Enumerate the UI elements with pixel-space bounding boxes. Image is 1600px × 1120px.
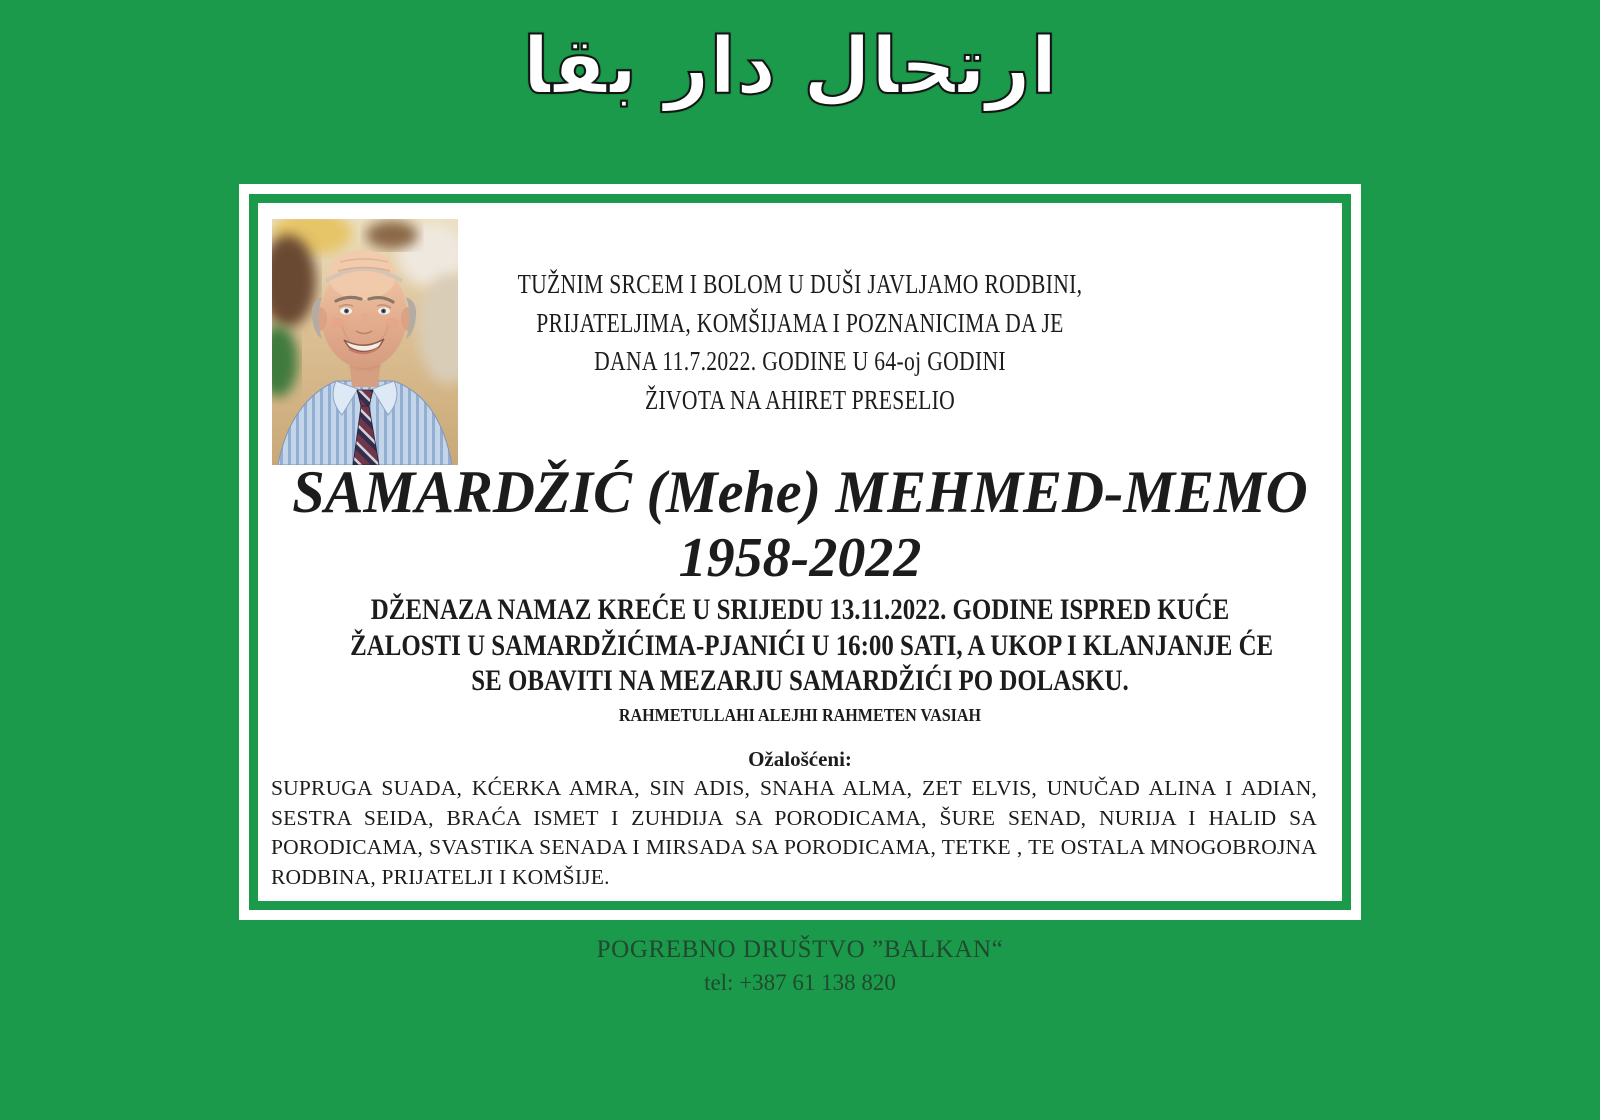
prayer-line: RAHMETULLAHI ALEJHI RAHMETEN VASIAH <box>618 705 982 725</box>
funeral-home-phone: tel: +387 61 138 820 <box>704 970 896 995</box>
mourners-list: SUPRUGA SUADA, KĆERKA AMRA, SIN ADIS, SNAHA ALMA, ZET ELVIS, UNUČAD ALINA I ADIAN, SESTRA SEIDA, BRAĆA ISMET I ZUHDIJA SA PORODICAMA, ŠURE SENAD, NURIJA I HALID SA PORODICAMA, SVASTIKA SENADA I MIRSADA SA PORODICAMA, TETKE , TE OSTALA MNOGOBROJNA RODBINA, PRIJATELJI I KOMŠIJE. <box>271 776 1317 889</box>
mourners-heading: Ožalošćeni: <box>748 747 852 771</box>
funeral-line: DŽENAZA NAMAZ KREĆE U SRIJEDU 13.11.2022. GODINE ISPRED KUĆE <box>370 593 1230 626</box>
deceased-name: SAMARDŽIĆ (Mehe) MEHMED-MEMO <box>292 459 1308 525</box>
funeral-details-paragraph <box>350 592 1274 699</box>
announcement-line: PRIJATELJIMA, KOMŠIJAMA I POZNANICIMA DA JE <box>536 307 1064 338</box>
announcement-line: DANA 11.7.2022. GODINE U 64-oj GODINI <box>594 346 1006 376</box>
funeral-line: SE OBAVITI NA MEZARJU SAMARDŽIĆI PO DOLASKU. <box>471 664 1129 697</box>
deceased-years: 1958-2022 <box>678 527 922 589</box>
announcement-line: TUŽNIM SRCEM I BOLOM U DUŠI JAVLJAMO RODBINI, <box>517 269 1083 299</box>
announcement-paragraph <box>366 265 1233 419</box>
obituary-card <box>249 194 1351 910</box>
funeral-line: ŽALOSTI U SAMARDŽIĆIMA-PJANIĆI U 16:00 SATI, A UKOP I KLANJANJE ĆE <box>350 628 1274 662</box>
arabic-calligraphy-text: ارتحال دار بقا <box>522 22 1058 112</box>
footer <box>0 936 1600 996</box>
funeral-home-name: POGREBNO DRUŠTVO ”BALKAN“ <box>596 936 1004 963</box>
announcement-line: ŽIVOTA NA AHIRET PRESELIO <box>644 384 956 415</box>
